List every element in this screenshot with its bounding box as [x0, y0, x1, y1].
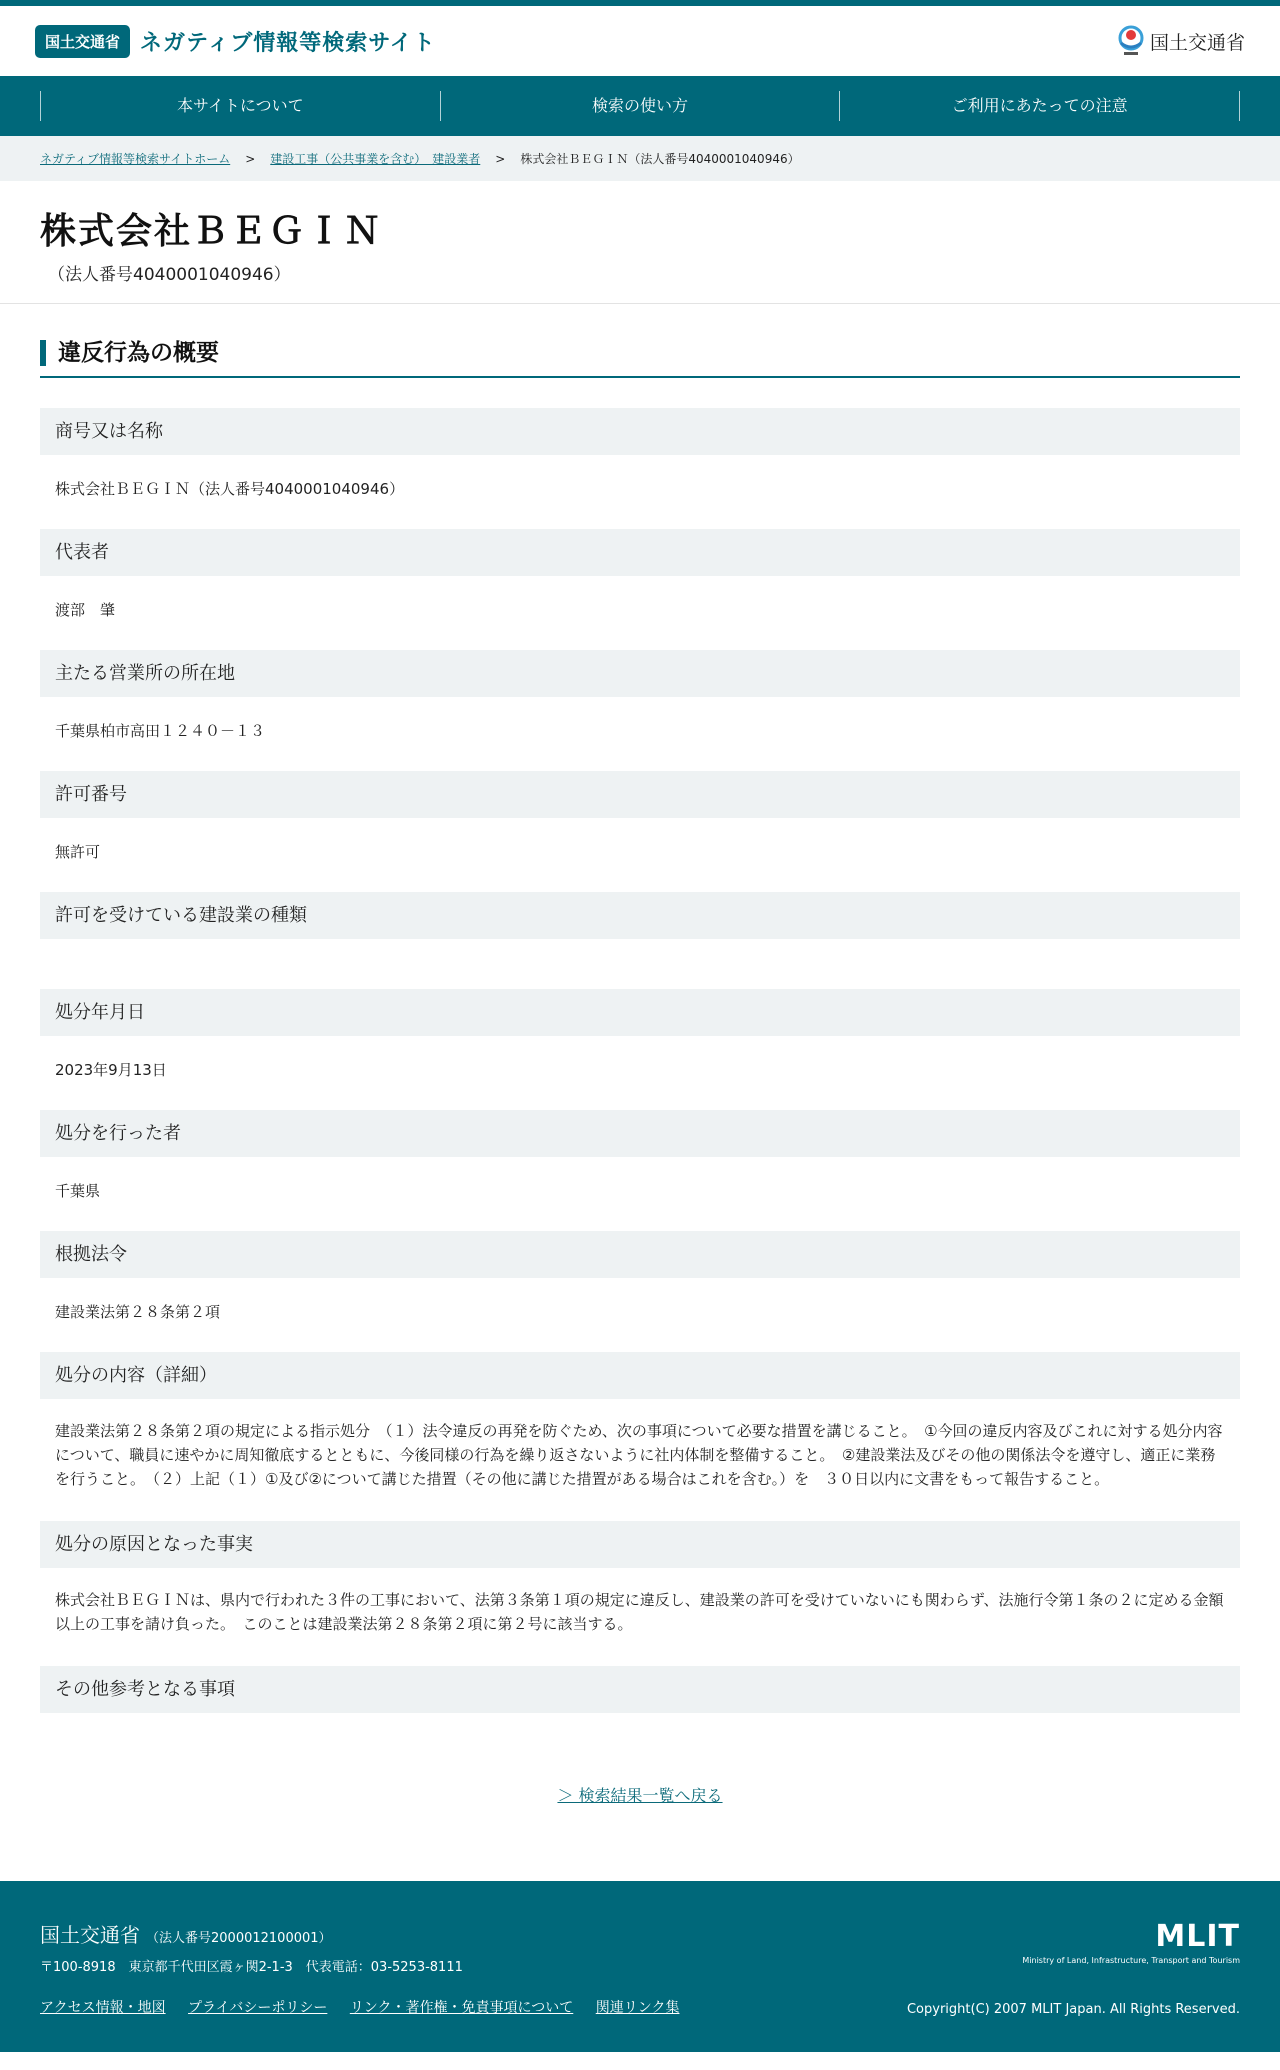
mlit-logo-mark: MLIT [1155, 1919, 1240, 1954]
ministry-logo-text: 国土交通省 [1149, 31, 1245, 54]
section-heading: 違反行為の概要 [40, 340, 1240, 366]
footer-address: 〒100-8918 東京都千代田区霞ヶ関2-1-3 代表電話：03-5253-8111 [40, 1960, 463, 1975]
footer-info [40, 1919, 697, 2017]
site-brand[interactable] [35, 25, 436, 58]
field-value: 建設業法第２８条第２項 [55, 1303, 221, 1321]
footer-link-access-map[interactable]: アクセス情報・地図 [40, 2000, 166, 2016]
nav-item-usage-notes[interactable]: ご利用にあたっての注意 [839, 91, 1240, 121]
corporate-number: （法人番号4040001040946） [48, 265, 291, 285]
section-divider [40, 376, 1240, 378]
copyright-notice: Copyright(C) 2007 MLIT Japan. All Rights Reserved. [906, 2002, 1240, 2017]
site-title: ネガティブ情報等検索サイト [140, 30, 436, 56]
field-label: 処分の内容（詳細） [40, 1352, 1240, 1399]
back-link-container [40, 1713, 1240, 1881]
breadcrumb [0, 136, 1280, 181]
nav-item-about[interactable]: 本サイトについて [40, 91, 440, 121]
field-label: 許可番号 [40, 771, 1240, 818]
site-header [0, 6, 1280, 76]
field-label: その他参考となる事項 [40, 1666, 1240, 1713]
site-footer [0, 1881, 1280, 2052]
footer-right [907, 1919, 1240, 2017]
footer-ministry-name [40, 1919, 697, 1948]
field-disposing-authority [40, 1110, 1240, 1231]
footer-links [40, 1997, 697, 2017]
field-label: 商号又は名称 [40, 408, 1240, 455]
page-title: 株式会社ＢＥＧＩＮ [40, 211, 383, 252]
field-license-types [40, 892, 1240, 989]
field-label: 根拠法令 [40, 1231, 1240, 1278]
breadcrumb-category-link[interactable]: 建設工事（公共事業を含む） 建設業者 [270, 152, 481, 166]
field-trade-name [40, 408, 1240, 529]
breadcrumb-home-link[interactable]: ネガティブ情報等検索サイトホーム [40, 152, 231, 166]
field-cause-facts [40, 1521, 1240, 1666]
back-to-results-link[interactable]: ＞ 検索結果一覧へ戻る [557, 1786, 723, 1805]
ministry-emblem-icon [1116, 25, 1146, 57]
breadcrumb-current: 株式会社ＢＥＧＩＮ（法人番号4040001040946） [520, 152, 800, 166]
field-value: 建設業法第２８条第２項の規定による指示処分 （１）法令違反の再発を防ぐため、次の事項について必要な措置を講じること。 ①今回の違反内容及びこれに対する処分内容について、職員に速やかに周知徹底するとともに、今後同様の行為を繰り返さないように社内体制を整備すること。 ②建設業法及びその他の関係法令を遵守し、適正に業務を行うこと。 （２）上記（１）①及び②について講じた措置（その他に講じた措置がある場合はこれを含む。）を ３０日以内に文書をもって報告すること。 [55, 1422, 1223, 1488]
breadcrumb-separator: > [495, 151, 506, 166]
field-value: 千葉県柏市高田１２４０－１３ [55, 722, 266, 740]
field-value: 渡部 肇 [55, 601, 116, 619]
field-legal-basis [40, 1231, 1240, 1352]
footer-link-privacy-policy[interactable]: プライバシーポリシー [188, 2000, 328, 2016]
field-label: 処分の原因となった事実 [40, 1521, 1240, 1568]
field-label: 処分年月日 [40, 989, 1240, 1036]
mlit-logo-subtitle: Ministry of Land, Infrastructure, Transport and Tourism [1022, 1956, 1240, 1965]
field-main-office-address [40, 650, 1240, 771]
field-label: 処分を行った者 [40, 1110, 1240, 1157]
breadcrumb-separator: > [245, 151, 256, 166]
nav-item-how-to-search[interactable]: 検索の使い方 [440, 91, 840, 121]
field-label: 代表者 [40, 529, 1240, 576]
field-value: 千葉県 [55, 1182, 101, 1200]
field-value [40, 939, 1240, 989]
footer-ministry-name-text: 国土交通省 [40, 1923, 140, 1947]
field-value: 無許可 [55, 843, 101, 861]
field-value: 株式会社ＢＥＧＩＮ（法人番号4040001040946） [55, 480, 405, 498]
field-value: 株式会社ＢＥＧＩＮは、県内で行われた３件の工事において、法第３条第１項の規定に違反し、建設業の許可を受けていないにも関わらず、法施行令第１条の２に定める金額以上の工事を請け負った。 このことは建設業法第２８条第２項に第２号に該当する。 [55, 1591, 1224, 1633]
ministry-badge: 国土交通省 [35, 25, 130, 58]
mlit-logo [1022, 1919, 1240, 1965]
field-disposition-date [40, 989, 1240, 1110]
field-label: 主たる営業所の所在地 [40, 650, 1240, 697]
field-value: 2023年9月13日 [55, 1061, 167, 1079]
field-other-references [40, 1666, 1240, 1713]
main-nav [0, 76, 1280, 136]
footer-link-copyright-disclaimer[interactable]: リンク・著作権・免責事項について [349, 2000, 574, 2016]
field-label: 許可を受けている建設業の種類 [40, 892, 1240, 939]
footer-link-related-links[interactable]: 関連リンク集 [595, 2000, 680, 2016]
main-content [0, 304, 1280, 1881]
field-representative [40, 529, 1240, 650]
footer-corp-number: （法人番号2000012100001） [146, 1931, 332, 1946]
field-license-number [40, 771, 1240, 892]
ministry-logo[interactable] [1116, 25, 1245, 57]
field-disposition-details [40, 1352, 1240, 1521]
page-title-block [0, 181, 1280, 304]
